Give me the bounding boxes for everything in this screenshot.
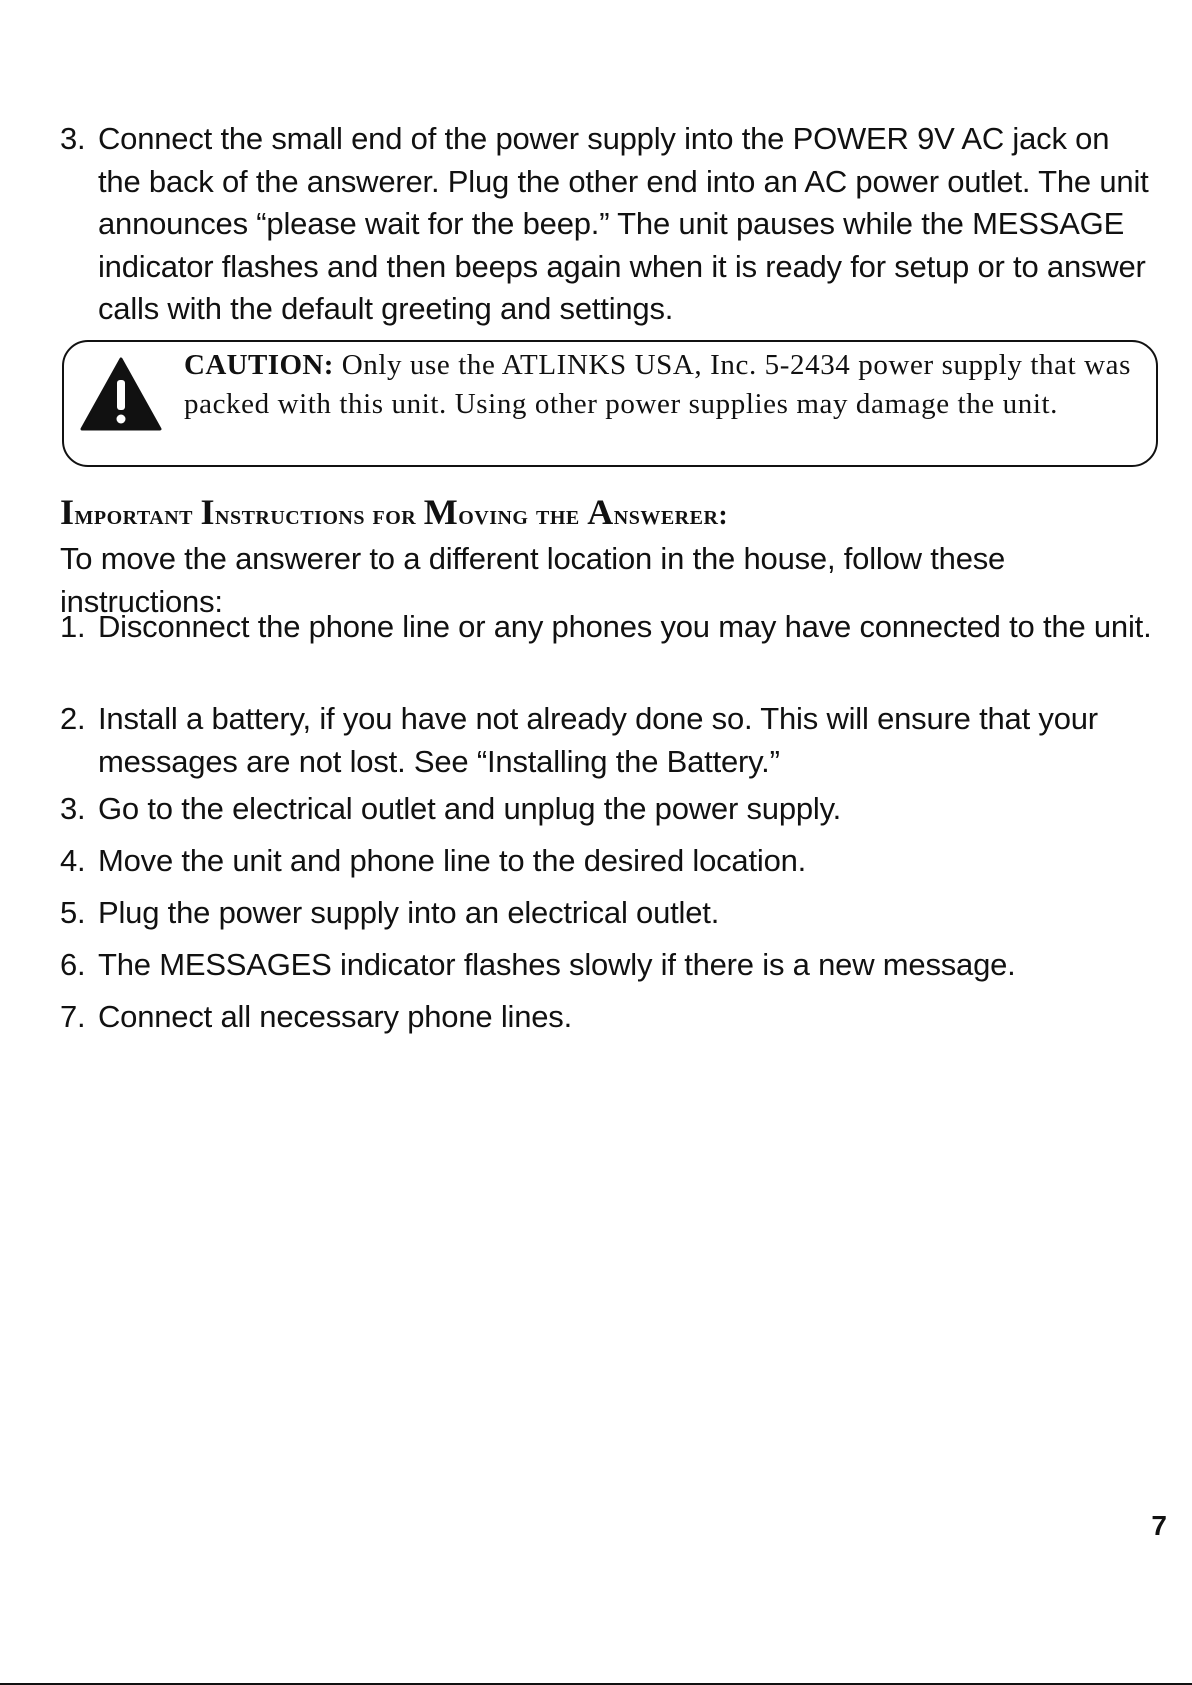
moving-step-7	[60, 996, 1160, 1039]
moving-step-6	[60, 944, 1160, 987]
caution-text-block	[184, 346, 1144, 424]
setup-step-3	[60, 118, 1160, 331]
heading-word-rest: the	[536, 500, 580, 531]
heading-initial: I	[60, 492, 75, 532]
step-text: Plug the power supply into an electrical outlet.	[98, 895, 720, 930]
step-text: The MESSAGES indicator flashes slowly if there is a new message.	[98, 947, 1016, 982]
step-number: 7.	[60, 999, 86, 1034]
step-number: 1.	[60, 609, 86, 644]
heading-word	[200, 492, 366, 532]
step-text: Connect the small end of the power supply into the POWER 9V AC jack on the back of the answerer. Plug the other end into an AC power outlet. The unit announces “please wait for the beep.” The unit pauses while the MESSAGE indicator flashes and then beeps again when it is ready for setup or to answer calls with the default greeting and settings.	[98, 121, 1149, 326]
heading-word	[373, 500, 417, 531]
warning-triangle-icon	[80, 356, 162, 432]
heading-word-rest: mportant	[74, 500, 193, 531]
moving-step-2	[60, 698, 1160, 783]
caution-text: Only use the ATLINKS USA, Inc. 5-2434 power supply that was packed with this unit. Using other power supplies may damage the unit.	[184, 349, 1132, 420]
moving-step-3	[60, 788, 1160, 831]
heading-word	[423, 492, 529, 532]
step-number: 3.	[60, 121, 86, 156]
section-heading	[60, 492, 1160, 536]
step-number: 3.	[60, 791, 86, 826]
caution-box	[62, 340, 1158, 467]
heading-initial: I	[200, 492, 216, 532]
step-number: 5.	[60, 895, 86, 930]
step-text: Install a battery, if you have not already done so. This will ensure that your messages are not lost. See “Installing the Battery.”	[98, 701, 1098, 779]
moving-step-5	[60, 892, 1160, 935]
step-number: 4.	[60, 843, 86, 878]
heading-word-rest: nstructions	[215, 500, 365, 531]
heading-initial: M	[423, 492, 459, 532]
heading-word-rest: for	[372, 500, 417, 531]
heading-word	[587, 492, 729, 532]
page-number: 7	[1151, 1510, 1167, 1541]
step-text: Disconnect the phone line or any phones you may have connected to the unit.	[98, 609, 1152, 644]
step-text: Go to the electrical outlet and unplug the power supply.	[98, 791, 842, 826]
moving-step-4	[60, 840, 1160, 883]
step-number: 2.	[60, 701, 86, 736]
heading-word	[536, 500, 580, 531]
heading-word-rest: oving	[458, 500, 529, 531]
caution-label: CAUTION:	[184, 349, 334, 381]
heading-word	[60, 492, 193, 532]
step-text: Move the unit and phone line to the desired location.	[98, 843, 807, 878]
step-text: Connect all necessary phone lines.	[98, 999, 572, 1034]
moving-step-1	[60, 606, 1160, 649]
heading-word-rest: nswerer:	[613, 500, 729, 531]
heading-initial: A	[587, 492, 614, 532]
step-number: 6.	[60, 947, 86, 982]
section-intro: To move the answerer to a different location in the house, follow these instructions:	[60, 541, 1006, 619]
